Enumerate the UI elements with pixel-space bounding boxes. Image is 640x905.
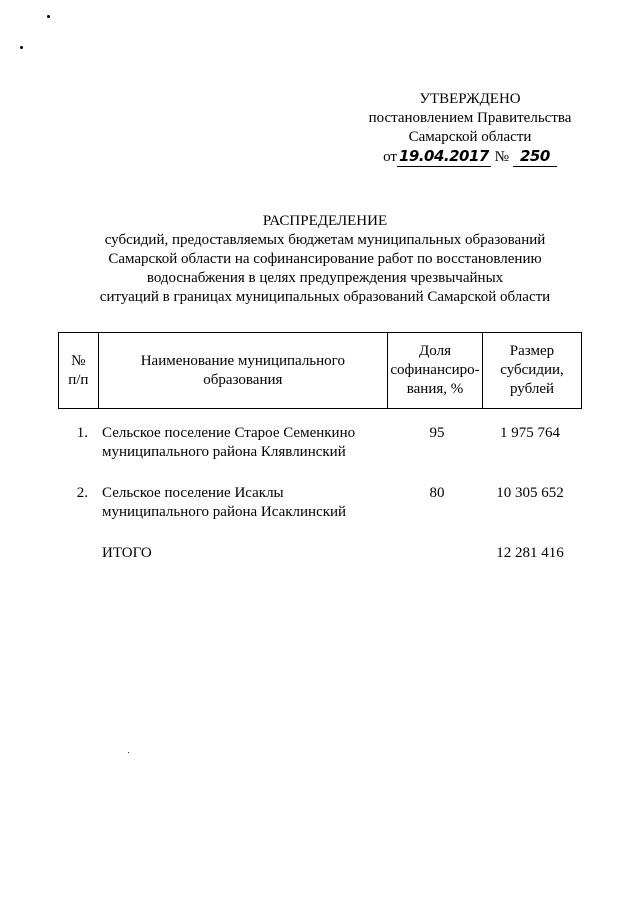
total-amount: 12 281 416	[496, 545, 564, 561]
row-share: 95	[429, 425, 445, 441]
table-body	[58, 424, 582, 574]
row-name: Сельское поселение Исаклы муниципального района Исаклинский	[102, 485, 347, 520]
scan-speck	[20, 46, 23, 49]
title-line-3: водоснабжения в целях предупреждения чрезвычайных	[146, 270, 504, 286]
scan-speck	[47, 15, 50, 18]
handwritten-number: 250	[513, 147, 557, 167]
number-prefix: №	[494, 149, 509, 165]
scan-speck	[128, 752, 129, 753]
row-number: 1.	[76, 425, 88, 441]
row-number: 2.	[76, 485, 88, 501]
header-num: № п/п	[59, 333, 99, 409]
document-title	[60, 212, 590, 307]
header-amount: Размер субсидии, рублей	[482, 333, 581, 409]
header-name: Наименование муниципального образования	[98, 333, 387, 409]
row-amount: 10 305 652	[496, 485, 564, 501]
table-row	[58, 484, 582, 544]
approval-line-2: Самарской области	[408, 129, 532, 145]
title-heading: РАСПРЕДЕЛЕНИЕ	[262, 213, 388, 229]
header-row	[59, 333, 582, 409]
table-row	[58, 424, 582, 484]
row-name: Сельское поселение Старое Семенкино муниципального района Клявлинский	[102, 425, 356, 460]
approval-line-1: постановлением Правительства	[368, 110, 572, 126]
approval-date-line	[340, 147, 600, 167]
approval-word: УТВЕРЖДЕНО	[419, 91, 521, 107]
handwritten-date: 19.04.2017	[398, 147, 489, 165]
header-share: Доля софинансиро- вания, %	[388, 333, 483, 409]
row-amount: 1 975 764	[500, 425, 560, 441]
total-label: ИТОГО	[102, 545, 152, 561]
table-header	[58, 332, 582, 409]
total-row	[58, 544, 582, 574]
title-line-4: ситуаций в границах муниципальных образований Самарской области	[99, 289, 551, 305]
title-line-2: Самарской области на софинансирование работ по восстановлению	[108, 251, 542, 267]
date-prefix: от	[383, 149, 397, 165]
title-line-1: субсидий, предоставляемых бюджетам муниципальных образований	[104, 232, 546, 248]
row-share: 80	[429, 485, 445, 501]
approval-block	[340, 90, 600, 167]
